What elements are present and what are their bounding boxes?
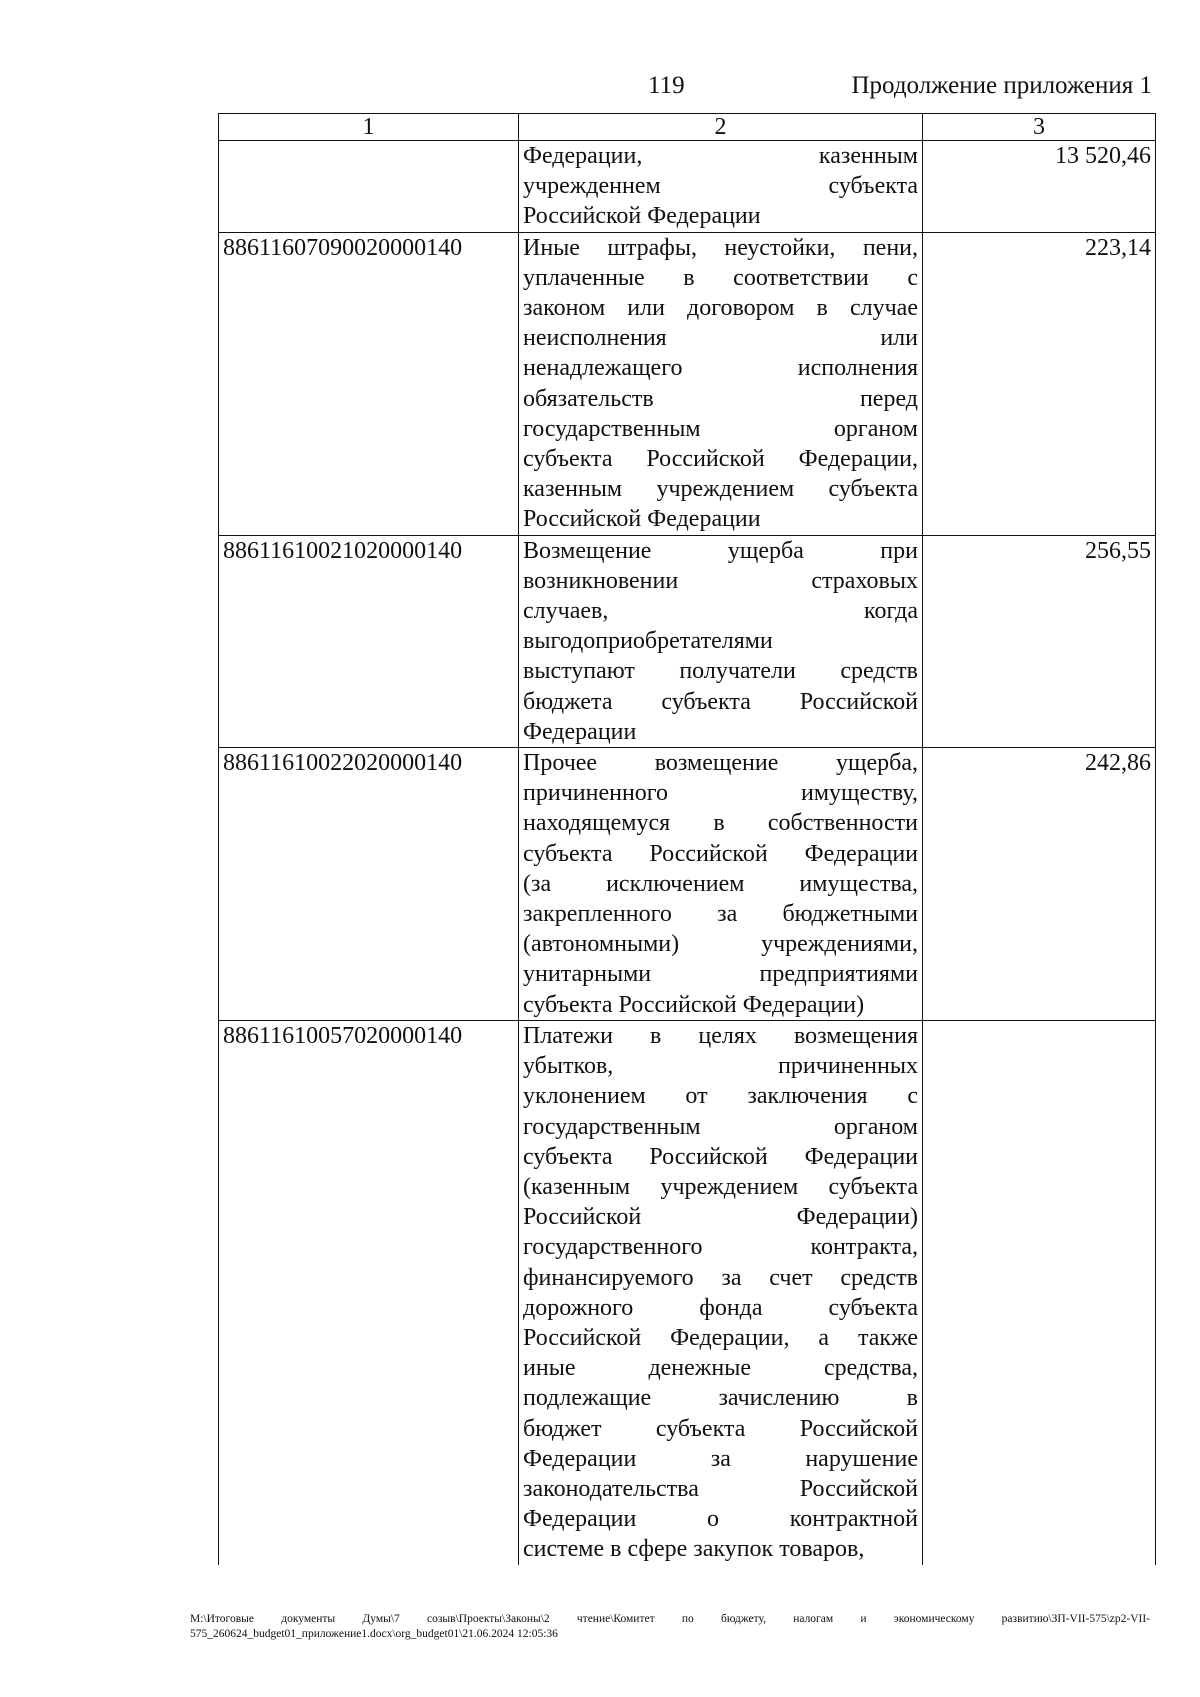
column-header-2: 2 [519, 114, 923, 141]
description-line: Российской Федерации [523, 203, 761, 230]
revenue-description [519, 1020, 923, 1564]
revenue-description [519, 141, 923, 233]
column-header-3: 3 [923, 114, 1156, 141]
description-line: (за исключением имущества, [523, 870, 918, 897]
budget-code: 88611610057020000140 [219, 1020, 519, 1564]
budget-table [218, 113, 1156, 1565]
amount: 256,55 [923, 535, 1156, 747]
description-line: унитарными предприятиями [523, 961, 918, 988]
description-line: Федерации о контрактной [523, 1506, 918, 1533]
description-line: выступают получатели средств [523, 658, 918, 685]
description-line: Российской Федерации, а также [523, 1324, 918, 1351]
description-line: уплаченные в соответствии с [523, 264, 918, 291]
amount [923, 1020, 1156, 1564]
table-row [219, 535, 1156, 747]
description-line: дорожного фонда субъекта [523, 1294, 918, 1321]
column-header-1: 1 [219, 114, 519, 141]
description-line: бюджет субъекта Российской [523, 1415, 918, 1442]
amount: 13 520,46 [923, 141, 1156, 233]
description-line: законодательства Российской [523, 1475, 918, 1502]
budget-code: 88611610021020000140 [219, 535, 519, 747]
budget-code: 88611610022020000140 [219, 748, 519, 1021]
description-line: (автономными) учреждениями, [523, 931, 918, 958]
description-line: подлежащие зачислению в [523, 1385, 918, 1412]
description-line: субъекта Российской Федерации, [523, 446, 918, 473]
description-line: субъекта Российской Федерации) [523, 991, 865, 1018]
description-line: субъекта Российской Федерации [523, 840, 918, 867]
description-line: выгодоприобретателями [523, 628, 773, 655]
description-line: финансируемого за счет средств [523, 1264, 918, 1291]
description-line: государственным органом [523, 1113, 918, 1140]
budget-code: 88611607090020000140 [219, 232, 519, 535]
table-body [219, 141, 1156, 1565]
amount: 242,86 [923, 748, 1156, 1021]
description-line: Возмещение ущерба при [523, 537, 918, 564]
description-line: Российской Федерации) [523, 1204, 918, 1231]
description-line: Федерации, казенным [523, 143, 918, 169]
page-number: 119 [648, 72, 685, 99]
description-line: возникновении страховых [523, 567, 918, 594]
table-row [219, 1020, 1156, 1564]
description-line: Прочее возмещение ущерба, [523, 750, 918, 777]
description-line: случаев, когда [523, 598, 918, 625]
description-line: учрежденнем субъекта [523, 173, 918, 200]
revenue-description [519, 535, 923, 747]
description-line: Платежи в целях возмещения [523, 1022, 918, 1049]
table-row [219, 141, 1156, 233]
description-line: обязательств перед [523, 385, 918, 412]
description-line: Федерации [523, 718, 637, 745]
description-line: казенным учреждением субъекта [523, 476, 918, 503]
description-line: (казенным учреждением субъекта [523, 1173, 918, 1200]
description-line: государственным органом [523, 415, 918, 442]
description-line: законом или договором в случае [523, 295, 918, 322]
description-line: ненадлежащего исполнения [523, 355, 918, 382]
description-line: Российской Федерации [523, 506, 761, 533]
column-header-row [219, 114, 1156, 141]
description-line: иные денежные средства, [523, 1355, 918, 1382]
description-line: системе в сфере закупок товаров, [523, 1536, 865, 1563]
description-line: бюджета субъекта Российской [523, 688, 918, 715]
description-line: закрепленного за бюджетными [523, 901, 918, 928]
description-line: уклонением от заключения с [523, 1083, 918, 1110]
description-line: убытков, причиненных [523, 1053, 918, 1080]
amount: 223,14 [923, 232, 1156, 535]
description-line: субъекта Российской Федерации [523, 1143, 918, 1170]
table-row [219, 748, 1156, 1021]
description-line: Иные штрафы, неустойки, пени, [523, 234, 918, 261]
revenue-description [519, 748, 923, 1021]
description-line: находящемуся в собственности [523, 810, 918, 837]
revenue-description [519, 232, 923, 535]
description-line: неисполнения или [523, 325, 918, 352]
description-line: Федерации за нарушение [523, 1445, 918, 1472]
table-row [219, 232, 1156, 535]
continuation-label: Продолжение приложения 1 [851, 72, 1152, 99]
budget-code [219, 141, 519, 233]
file-path-footer: M:\Итоговые документы Думы\7 созыв\Проекты\Законы\2 чтение\Комитет по бюджету, налогам и экономическому развитию\ЗП-VII-575\zp2-VII-575_260624_budget01_приложение1.docx\org_budget01\21.06.2024 12:05:36 [190, 1613, 1150, 1640]
description-line: причиненного имуществу, [523, 780, 918, 807]
description-line: государственного контракта, [523, 1234, 918, 1261]
